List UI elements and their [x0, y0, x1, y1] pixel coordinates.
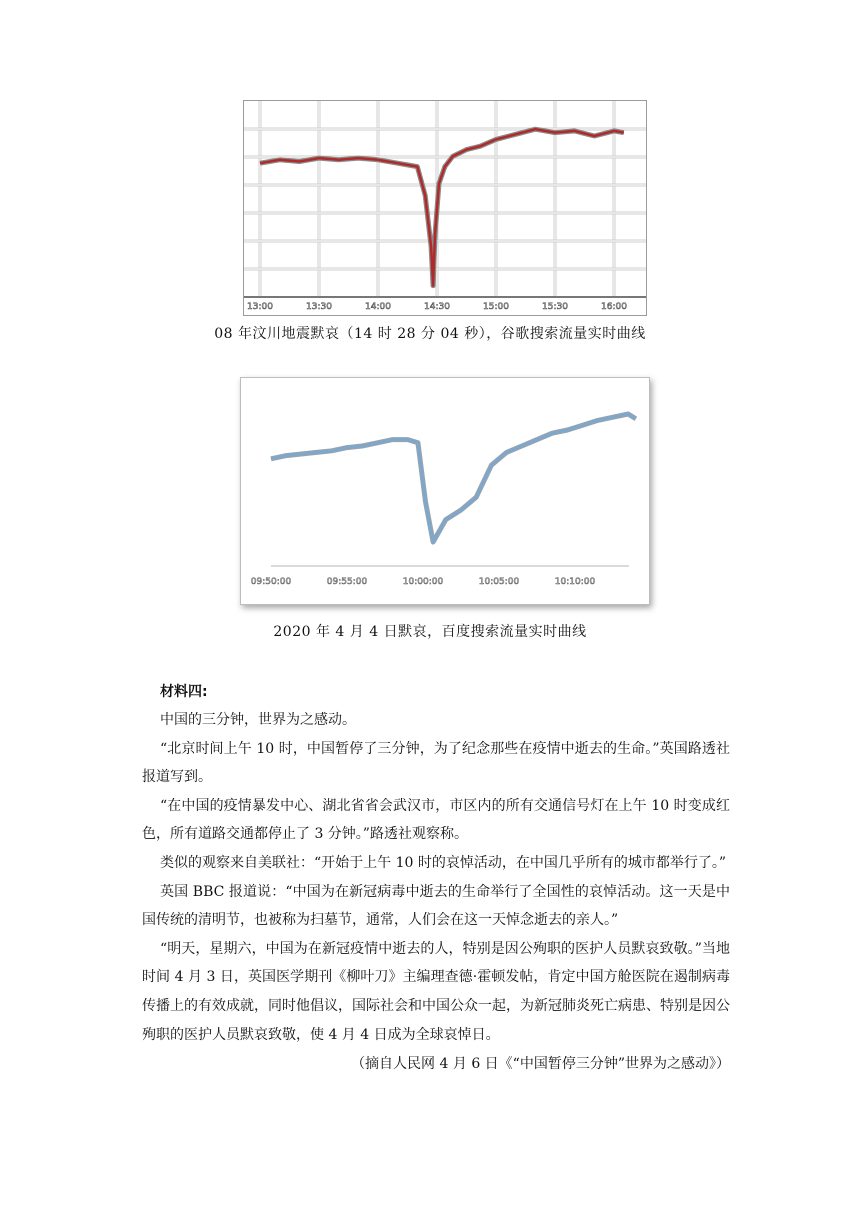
chart2-caption: 2020 年 4 月 4 日默哀，百度搜索流量实时曲线	[273, 624, 587, 640]
x-tick-label: 10:05:00	[478, 577, 520, 587]
series-line-shadow	[271, 414, 636, 542]
x-tick-label: 10:00:00	[402, 577, 444, 587]
grid	[244, 101, 646, 297]
baidu-traffic-chart-svg	[241, 378, 649, 604]
baidu-traffic-chart	[240, 377, 650, 605]
material-paragraph: 英国 BBC 报道说：“中国为在新冠病毒中逝去的生命举行了全国性的哀悼活动。这一天是中国传统的清明节，也被称为扫墓节，通常，人们会在这一天悼念逝去的亲人。”	[142, 883, 730, 929]
material-paragraph: “北京时间上午 10 时，中国暂停了三分钟，为了纪念那些在疫情中逝去的生命。”英国路透社报道写到。	[142, 740, 730, 786]
series-line	[271, 414, 636, 542]
material-paragraph: “在中国的疫情暴发中心、湖北省省会武汉市，市区内的所有交通信号灯在上午 10 时变成红色，所有道路交通都停止了 3 分钟。”路透社观察称。	[142, 797, 730, 843]
x-tick-label: 13:30	[306, 302, 332, 312]
x-tick-label: 15:30	[542, 302, 568, 312]
x-tick-label: 14:30	[424, 302, 450, 312]
material-four-section	[142, 678, 730, 1079]
x-tick-label: 09:55:00	[326, 577, 368, 587]
x-tick-label: 13:00	[247, 302, 273, 312]
material-paragraph: “明天，星期六，中国为在新冠疫情中逝去的人，特别是因公殉职的医护人员默哀致敬。”当地时间 4 月 3 日，英国医学期刊《柳叶刀》主编理查德·霍顿发帖，肯定中国方舱医院在遏制病毒传播上的有效成就，同时他倡议，国际社会和中国公众一起，为新冠肺炎死亡病患、特别是因公殉职的医护人员默哀致敬，使 4 月 4 日成为全球哀悼日。	[142, 940, 730, 1043]
material-paragraph: 中国的三分钟，世界为之感动。	[160, 712, 356, 728]
x-tick-label: 16:00	[601, 302, 627, 312]
series-line-shadow	[260, 129, 624, 285]
series-line	[260, 129, 624, 285]
google-traffic-chart	[243, 100, 647, 316]
source-citation: （摘自人民网 4 月 6 日《“中国暂停三分钟”世界为之感动》）	[351, 1056, 730, 1073]
x-tick-label: 09:50:00	[250, 577, 292, 587]
x-tick-label: 14:00	[365, 302, 391, 312]
google-traffic-chart-svg	[244, 101, 646, 315]
material-heading: 材料四:	[160, 684, 208, 700]
material-paragraph: 类似的观察来自美联社：“开始于上午 10 时的哀悼活动，在中国几乎所有的城市都举行了。”	[160, 854, 727, 871]
chart1-caption: 08 年汶川地震默哀（14 时 28 分 04 秒），谷歌搜索流量实时曲线	[214, 326, 646, 342]
x-tick-label: 15:00	[483, 302, 509, 312]
x-tick-label: 10:10:00	[554, 577, 596, 587]
